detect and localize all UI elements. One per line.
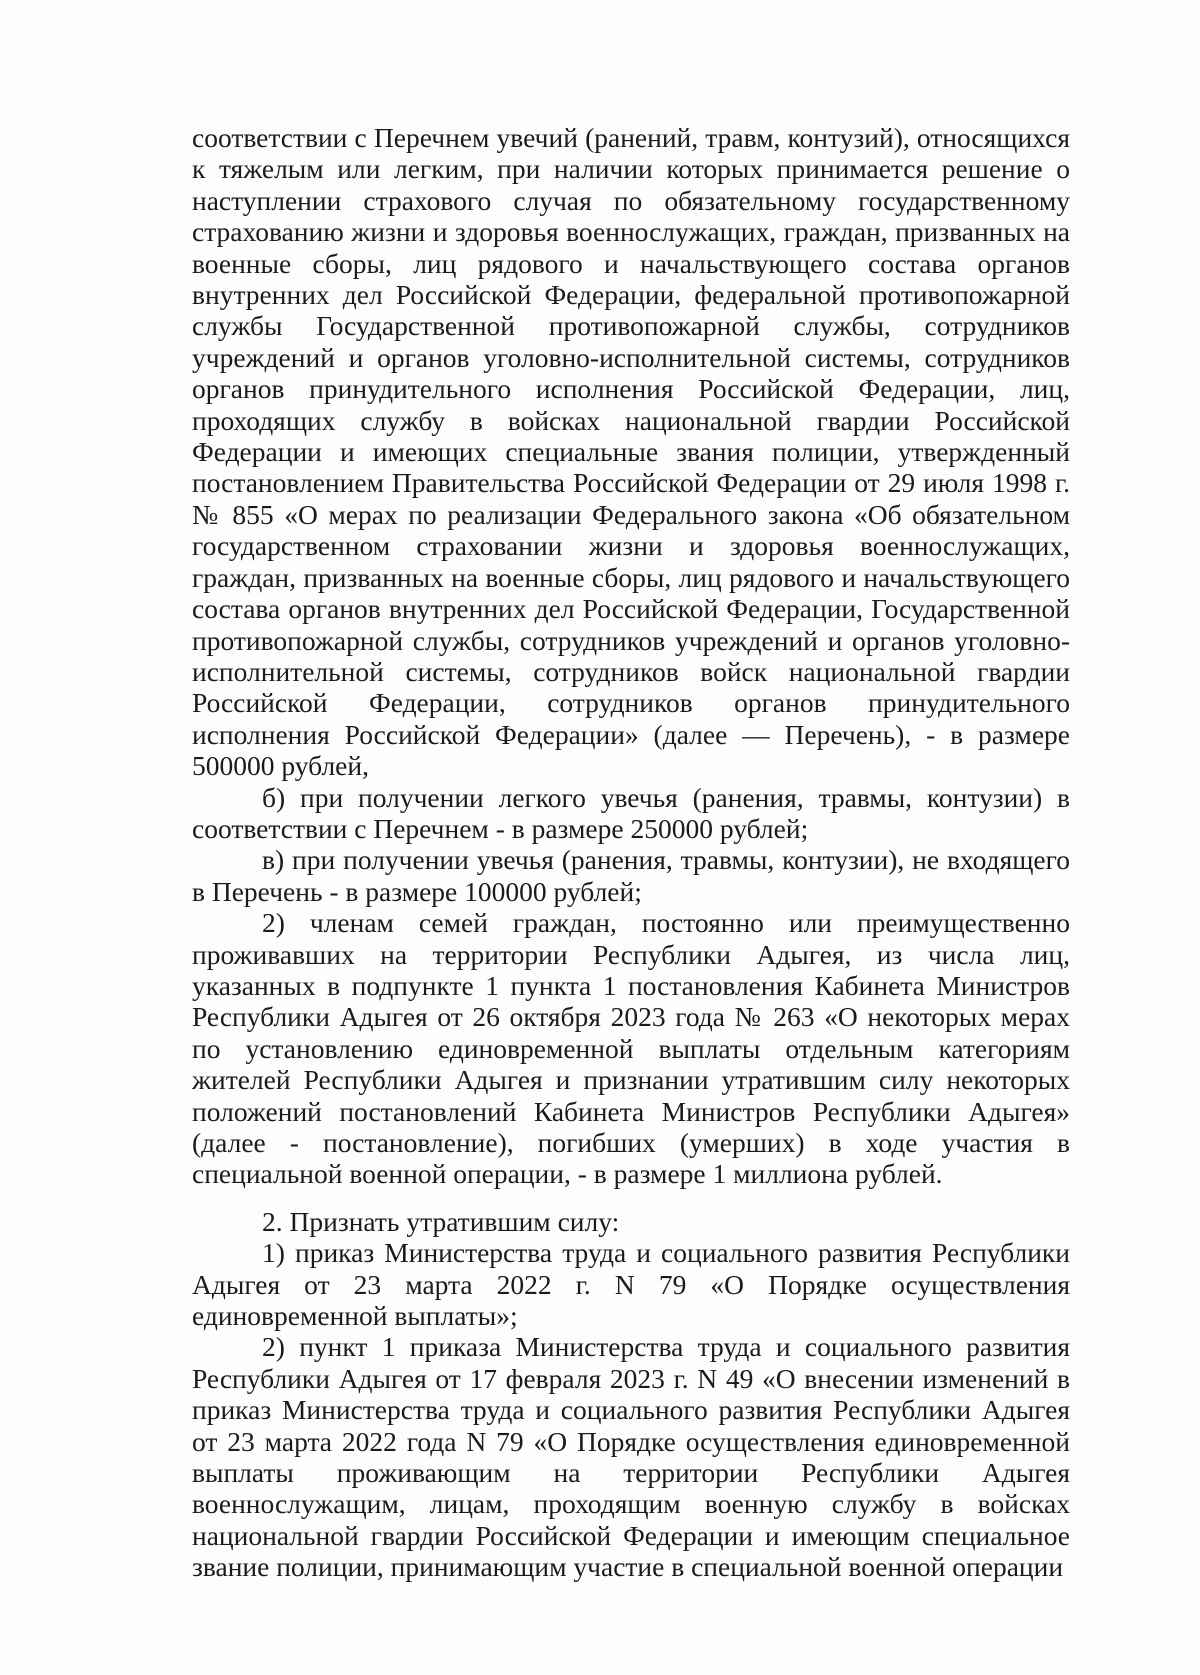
paragraph-item-2-family-members: 2) членам семей граждан, постоянно или преимущественно проживавших на территории Республики Адыгея, из числа лиц, указанных в подпункте 1 пункта 1 постановления Кабинета Министров Республики Адыгея от 26 октября 2023 года № 263 «О некоторых мерах по установлению единовременной выплаты отдельным категориям жителей Республики Адыгея и признании утратившим силу некоторых положений постановлений Кабинета Министров Республики Адыгея» (далее - постановление), погибших (умерших) в ходе участия в специальной военной операции, - в размере 1 миллиона рублей. xyxy=(192,907,1070,1190)
paragraph-section-2-item-1: 1) приказ Министерства труда и социального развития Республики Адыгея от 23 марта 2022 г. N 79 «О Порядке осуществления единовременной выплаты»; xyxy=(192,1237,1070,1332)
paragraph-section-2-heading: 2. Признать утратившим силу: xyxy=(262,1205,620,1237)
paragraph-section-2-item-2: 2) пункт 1 приказа Министерства труда и социального развития Республики Адыгея от 17 февраля 2023 г. N 49 «О внесении изменений в приказ Министерства труда и социального развития Республики Адыгея от 23 марта 2022 года N 79 «О Порядке осуществления единовременной выплаты проживающим на территории Республики Адыгея военнослужащим, лицам, проходящим военную службу в войсках национальной гвардии Российской Федерации и имеющим специальное звание полиции, принимающим участие в специальной военной операции xyxy=(192,1331,1070,1583)
paragraph-perechen-continuation: соответствии с Перечнем увечий (ранений, травм, контузий), относящихся к тяжелым или легким, при наличии которых принимается решение о наступлении страхового случая по обязательному государственному страхованию жизни и здоровья военнослужащих, граждан, призванных на военные сборы, лиц рядового и начальствующего состава органов внутренних дел Российской Федерации, федеральной противопожарной службы Государственной противопожарной службы, сотрудников учреждений и органов уголовно-исполнительной системы, сотрудников органов принудительного исполнения Российской Федерации, лиц, проходящих службу в войсках национальной гвардии Российской Федерации и имеющих специальные звания полиции, утвержденный постановлением Правительства Российской Федерации от 29 июля 1998 г. № 855 «О мерах по реализации Федерального закона «Об обязательном государственном страховании жизни и здоровья военнослужащих, граждан, призванных на военные сборы, лиц рядового и начальствующего состава органов внутренних дел Российской Федерации, Государственной противопожарной службы, сотрудников учреждений и органов уголовно-исполнительной системы, сотрудников войск национальной гвардии Российской Федерации, сотрудников органов принудительного исполнения Российской Федерации» (далее — Перечень), - в размере 500000 рублей, xyxy=(192,122,1070,782)
paragraph-item-v: в) при получении увечья (ранения, травмы, контузии), не входящего в Перечень - в размере 100000 рублей; xyxy=(192,844,1070,907)
document-body xyxy=(192,122,1070,1583)
paragraph-item-b: б) при получении легкого увечья (ранения, травмы, контузии) в соответствии с Перечнем - в размере 250000 рублей; xyxy=(192,781,1070,844)
